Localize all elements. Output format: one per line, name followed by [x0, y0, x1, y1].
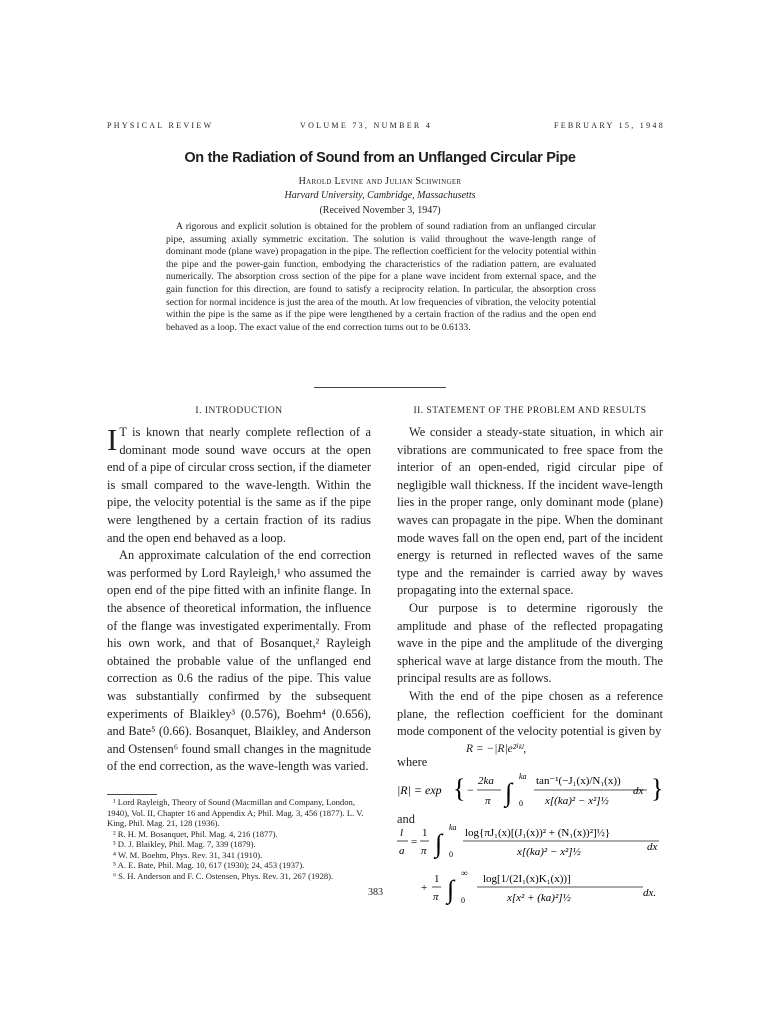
- end-one: 1: [422, 827, 428, 839]
- running-header: [107, 121, 665, 135]
- end-denominator-2: x[x² + (ka)²]½: [507, 892, 571, 904]
- word-where: where: [397, 755, 428, 769]
- received-date: (Received November 3, 1947): [319, 205, 441, 216]
- intro-paragraph-1: [107, 424, 371, 547]
- footnote-4: ⁴ W. M. Boehm, Phys. Rev. 31, 341 (1910).: [113, 849, 263, 860]
- absR-coef: 2ka: [478, 775, 494, 787]
- absR-integral: ∫: [505, 778, 513, 807]
- abstract-divider: [314, 387, 446, 388]
- end-plus: +: [421, 882, 428, 894]
- intro-paragraph-1-text: T is known that nearly complete reflection of a dominant mode sound wave occurs at the open end of a pipe of circular cross section, if the diameter is small compared to the wave-length. Within the pipe, the velocity potential is the same as if the pipe were lengthened by a certain fraction of its radius and the open end behaved as a loop.: [107, 425, 371, 545]
- end-equals: =: [411, 836, 418, 848]
- absR-minus: −: [467, 783, 474, 797]
- statement-paragraph-3: With the end of the pipe chosen as a reference plane, the reflection coefficient for the dominant mode component of the velocity potential is given by: [397, 688, 663, 739]
- end-upper-2: ∞: [461, 868, 468, 878]
- footnote-3: ³ D. J. Blaikley, Phil. Mag. 7, 339 (1879).: [113, 839, 256, 849]
- end-l: l: [400, 827, 404, 839]
- footnote-5: ⁵ A. E. Bate, Phil. Mag. 10, 617 (1930); 24, 453 (1937).: [113, 860, 305, 870]
- end-pi: π: [421, 845, 427, 857]
- left-column: [107, 405, 371, 776]
- end-integral-1: ∫: [435, 829, 443, 858]
- end-dx-2: dx.: [643, 887, 657, 899]
- word-and: and: [397, 812, 415, 826]
- absR-lhs: |R| = exp: [397, 783, 442, 797]
- footnotes: [107, 797, 375, 881]
- end-lower-1: 0: [449, 850, 453, 859]
- absR-dx: dx: [633, 785, 644, 797]
- author-affiliation: Harvard University, Cambridge, Massachusetts: [284, 190, 476, 201]
- absR-numerator: tan⁻¹(−J₁(x)/N₁(x)): [536, 775, 621, 787]
- end-upper-1: ka: [449, 824, 457, 832]
- end-a: a: [399, 845, 405, 857]
- intro-paragraph-2: An approximate calculation of the end correction was performed by Lord Rayleigh,¹ who assumed the open end of the pipe fitted with an infinite flange. In the absence of theoretical information, the influence of the flange was investigated experimentally. From his own work, and that of Bosanquet,² Rayleigh obtained the probable value of the unflanged end correction as 0.6 the radius of the pipe. This value was substantially confirmed by the subsequent experiments of Blaikley³ (0.576), Boehm⁴ (0.656), and Bate⁵ (0.66). Bosanquet, Blaikley, and Anderson and Ostensen⁶ found small changes in the magnitude of the end correction, as the wave-length was varied.: [107, 548, 371, 774]
- end-denominator-1: x[(ka)² − x²]½: [517, 846, 581, 858]
- footnote-6: ⁶ S. H. Anderson and F. C. Ostensen, Phys. Rev. 31, 267 (1928).: [113, 870, 334, 881]
- end-pi-2: π: [433, 891, 439, 903]
- volume-number: VOLUME 73, NUMBER 4: [300, 121, 433, 130]
- footnote-1: ¹ Lord Rayleigh, Theory of Sound (Macmillan and Company, London, 1940), Vol. II, Chapter 16 and Appendix A; Phil. Mag. 3, 456 (1877). L. V. King, Phil. Mag. 21, 128 (1936).: [107, 797, 364, 828]
- equation-end-correction: [397, 824, 667, 916]
- absR-pi: π: [485, 795, 491, 807]
- paper-title: On the Radiation of Sound from an Unflanged Circular Pipe: [184, 150, 576, 166]
- journal-name: PHYSICAL REVIEW: [107, 121, 214, 130]
- abstract: A rigorous and explicit solution is obtained for the problem of sound radiation from an unflanged circular pipe, assuming axially symmetric excitation. The solution is valid throughout the wave-length range of dominant mode (plane wave) propagation in the pipe. The reflection coefficient for the velocity potential within the pipe and the power-gain function, embodying the characteristics of the radiation pattern, are evaluated numerically. The absorption cross section of the pipe for a plane wave incident from external space, and the gain function for this direction, are found to satisfy a reciprocity relation. In particular, the absorption cross section for normal incidence is just the area of the mouth. At low frequencies of vibration, the velocity potential within the pipe is the same as if the pipe were lengthened by a certain fraction of the radius and the open end behaved as a loop. The exact value of the end correction turns out to be 0.6133.: [166, 221, 596, 333]
- section-heading-introduction: I. INTRODUCTION: [195, 406, 283, 416]
- statement-paragraph-2: Our purpose is to determine rigorously the amplitude and phase of the reflected propagating wave in the pipe and the amplitude of the diverging spherical wave at large distance from the mouth. The principal results are as follows.: [397, 600, 663, 686]
- section-heading-statement: II. STATEMENT OF THE PROBLEM AND RESULTS: [413, 406, 647, 416]
- footnote-2: ² R. H. M. Bosanquet, Phil. Mag. 4, 216 (1877).: [113, 828, 278, 839]
- absR-left-brace: {: [453, 774, 466, 803]
- absR-upper-limit: ka: [519, 772, 527, 781]
- statement-paragraph-1: We consider a steady-state situation, in which air vibrations are communicated to free space from the interior of an open-ended, rigid circular pipe of negligible wall thickness. If the incident wave-length lies in the proper range, only dominant mode (plane) waves can propagate in the pipe. When the dominant mode waves fall on the open end, part of the incident energy is returned in reflected waves of the same type and the remainder is carried away by waves propagating into the external space.: [397, 425, 663, 598]
- end-numerator-1: log{πJ₁(x)[(J₁(x))² + (N₁(x))²]½}: [465, 827, 611, 839]
- equation-reflection-coefficient: R = −|R|e²ⁱᵏˡ,: [466, 743, 527, 755]
- absR-denominator: x[(ka)² − x²]½: [545, 795, 609, 807]
- end-one-2: 1: [434, 873, 440, 885]
- footnote-divider: [107, 794, 157, 795]
- end-dx-2-text: dx: [643, 887, 654, 899]
- paper-authors: Harold Levine and Julian Schwinger: [298, 176, 462, 187]
- absR-right-brace: }: [651, 774, 664, 803]
- end-lower-2: 0: [461, 896, 465, 905]
- end-integral-2: ∫: [447, 875, 455, 904]
- end-dx-1: dx: [647, 841, 658, 853]
- page-number: 383: [368, 887, 383, 898]
- absR-lower-limit: 0: [519, 799, 523, 808]
- issue-date: FEBRUARY 15, 1948: [553, 121, 665, 130]
- end-numerator-2: log[1/(2I₁(x)K₁(x))]: [483, 873, 571, 885]
- equation-abs-R: [397, 768, 667, 812]
- drop-cap: I: [107, 422, 118, 457]
- right-column: [397, 405, 663, 741]
